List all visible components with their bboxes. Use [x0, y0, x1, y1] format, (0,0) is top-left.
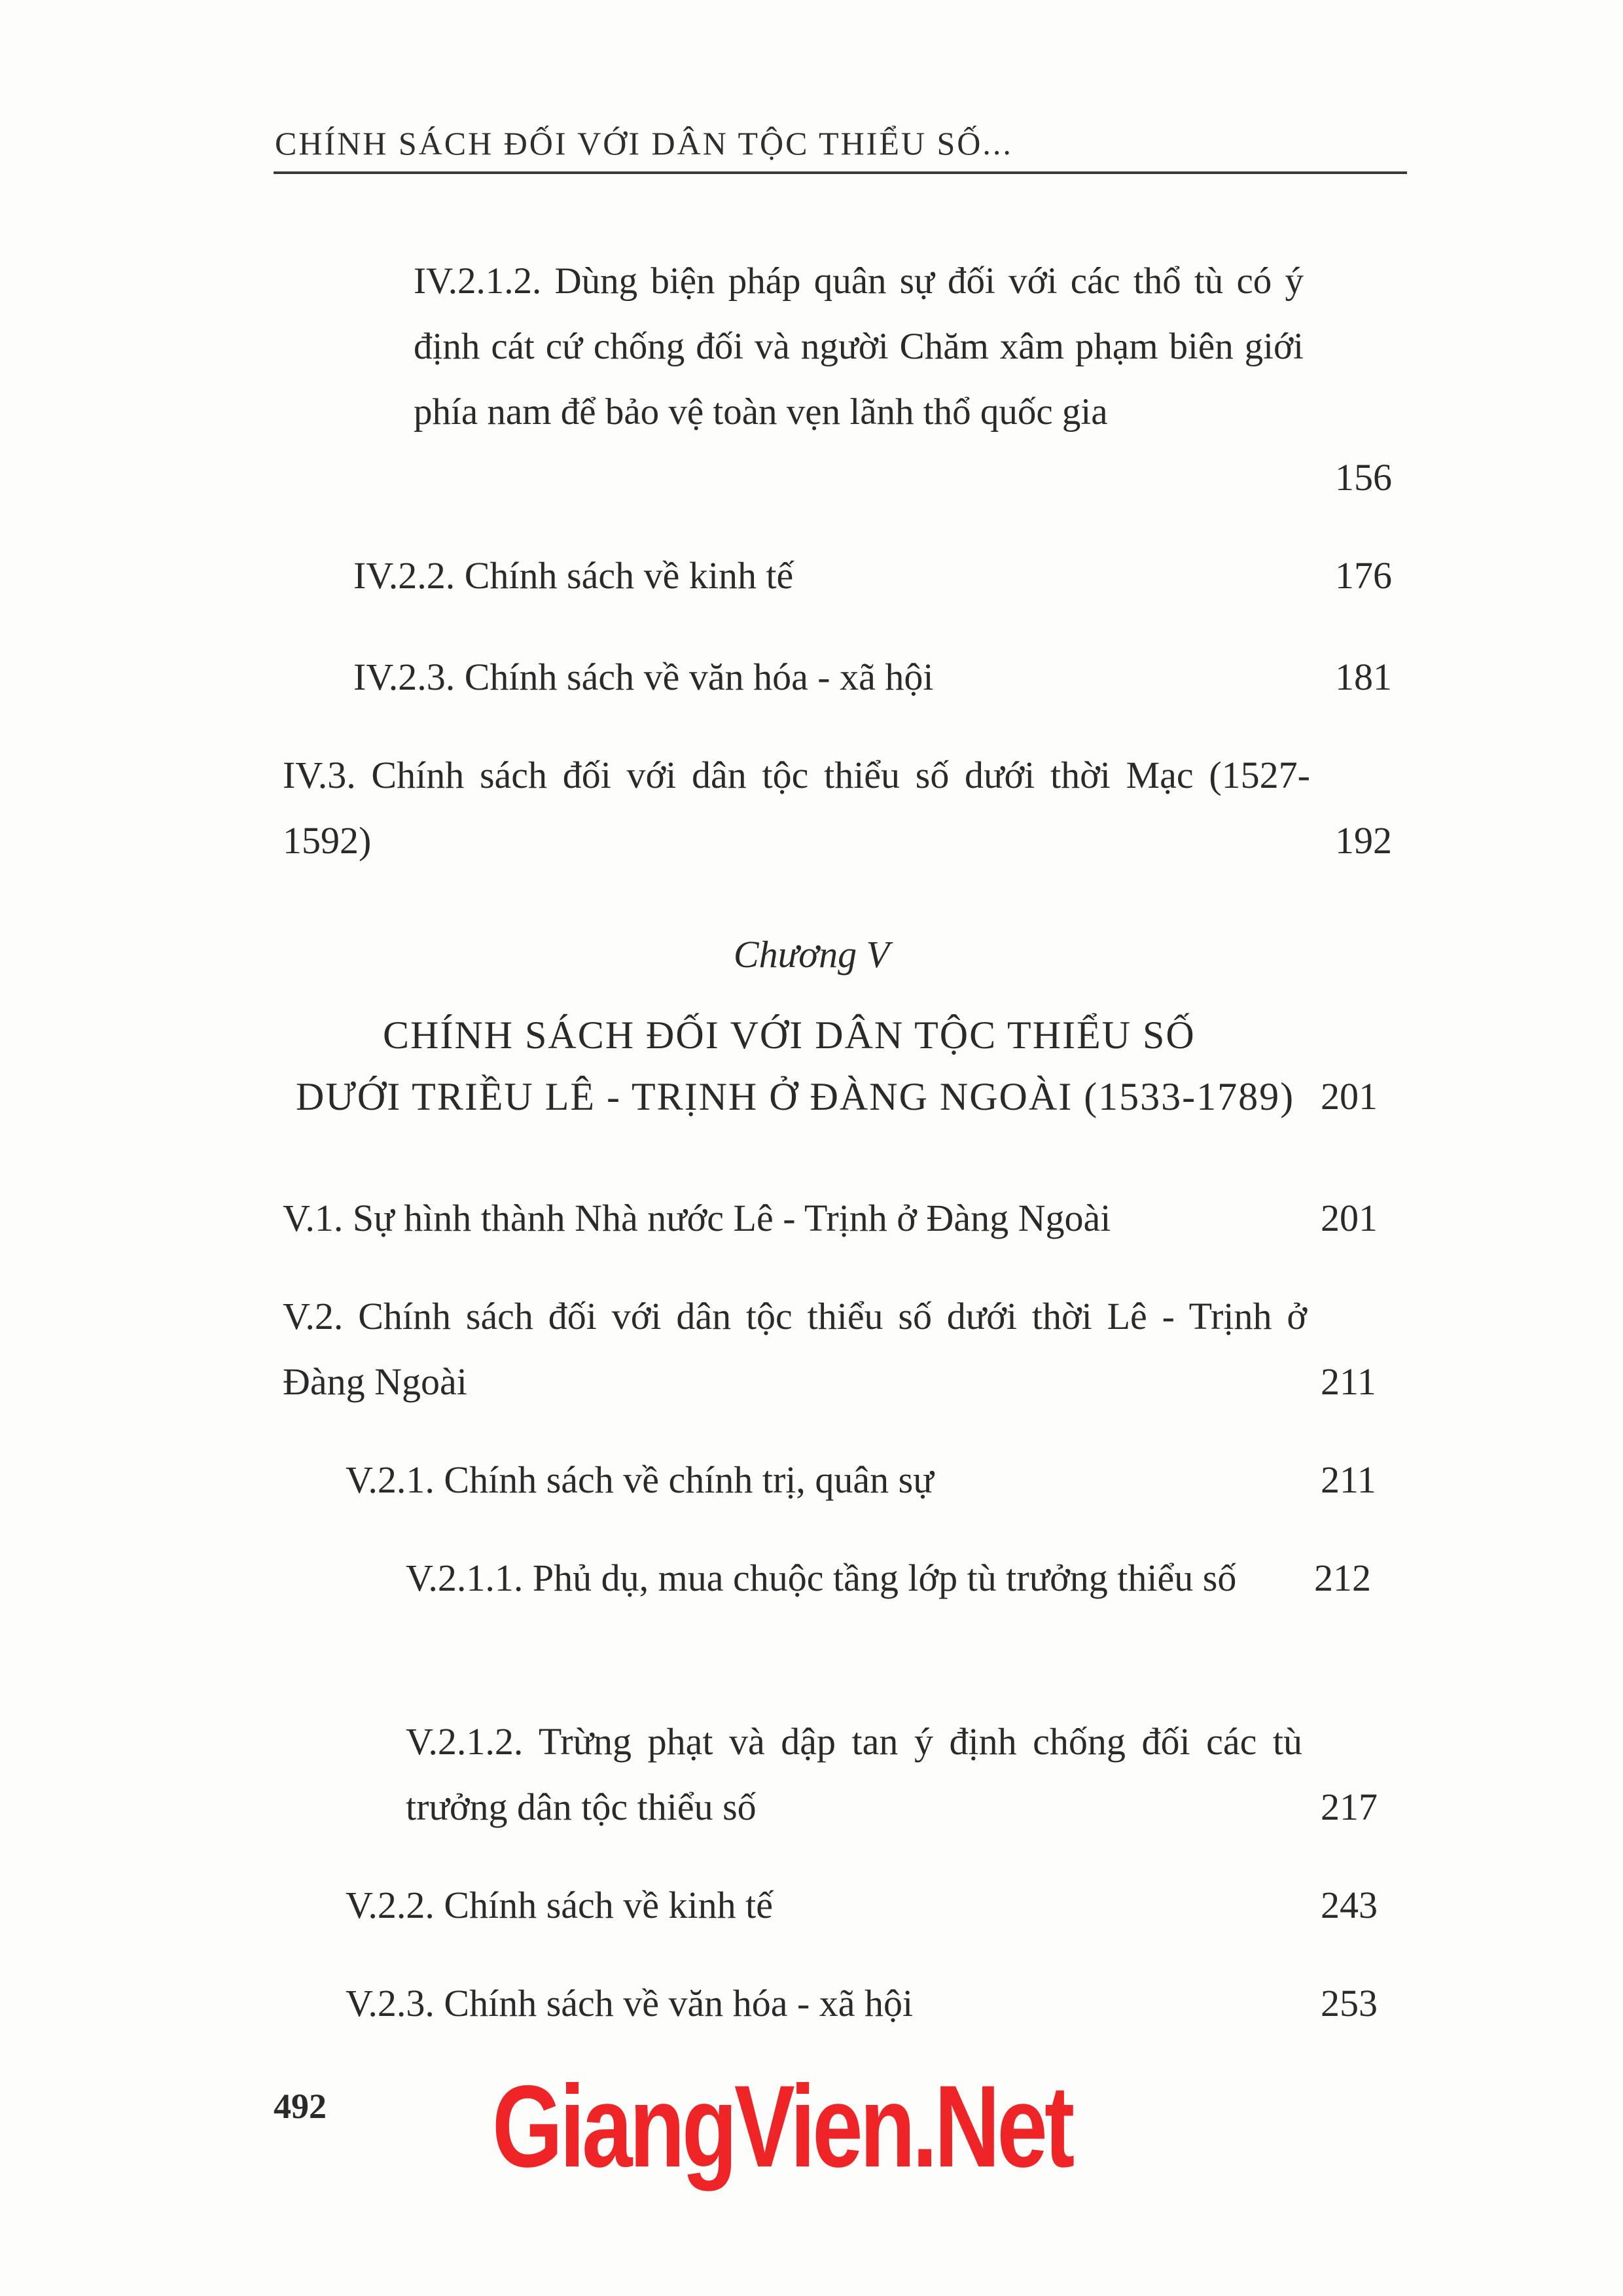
- toc-entry-text: V.2.1.2. Trừng phạt và dập tan ý định chống đối các tù trưởng dân tộc thiểu số: [406, 1720, 1302, 1828]
- toc-entry-text: IV.2.2. Chính sách về kinh tế: [353, 554, 794, 597]
- toc-entry-text: IV.3. Chính sách đối với dân tộc thiểu số dưới thời Mạc (1527-1592): [283, 754, 1310, 862]
- chapter-title-line-1: CHÍNH SÁCH ĐỐI VỚI DÂN TỘC THIỂU SỐ: [383, 1014, 1196, 1057]
- toc-entry-page: 176: [1335, 554, 1392, 597]
- toc-entry-text: IV.2.1.2. Dùng biện pháp quân sự đối với các thổ tù có ý định cát cứ chống đối và người Chăm xâm phạm biên giới phía nam để bảo vệ toàn vẹn lãnh thổ quốc gia: [414, 260, 1304, 433]
- watermark: GiangVien.Net: [492, 2061, 1072, 2191]
- running-head: CHÍNH SÁCH ĐỐI VỚI DÂN TỘC THIỂU SỐ...: [275, 125, 1013, 162]
- chapter-page: 201: [1321, 1075, 1378, 1118]
- toc-entry-text: V.2.1. Chính sách về chính trị, quân sự: [346, 1458, 934, 1501]
- toc-entry-v-2-2: [346, 1873, 773, 1938]
- toc-entry-v-2: [283, 1284, 1307, 1415]
- toc-entry-v-2-1-1: [406, 1545, 1302, 1611]
- toc-entry-text: V.2.1.1. Phủ dụ, mua chuộc tầng lớp tù trưởng thiểu số: [406, 1557, 1237, 1599]
- toc-entry-page: 212: [1314, 1557, 1371, 1599]
- toc-entry-page: 253: [1321, 1982, 1378, 2024]
- toc-entry-v-2-1: [346, 1447, 934, 1513]
- toc-entry-text: V.2.3. Chính sách về văn hóa - xã hội: [346, 1982, 914, 2024]
- toc-entry-page: 192: [1335, 819, 1392, 862]
- toc-entry-iv-2-1-2: [414, 249, 1376, 445]
- chapter-label: Chương V: [733, 933, 890, 976]
- toc-entry-page: 243: [1321, 1884, 1378, 1926]
- toc-entry-page: 201: [1321, 1197, 1378, 1239]
- header-rule: [274, 171, 1407, 174]
- toc-entry-iv-3: [283, 743, 1310, 874]
- toc-entry-text: V.2. Chính sách đối với dân tộc thiểu số dưới thời Lê - Trịnh ở Đàng Ngoài: [283, 1295, 1307, 1403]
- page-number: 492: [274, 2087, 327, 2126]
- toc-entry-iv-2-3: [353, 645, 933, 710]
- toc-entry-page: 211: [1321, 1360, 1376, 1403]
- toc-entry-text: IV.2.3. Chính sách về văn hóa - xã hội: [353, 656, 934, 698]
- toc-entry-v-2-3: [346, 1971, 913, 2036]
- toc-entry-text: V.2.2. Chính sách về kinh tế: [346, 1884, 773, 1926]
- toc-entry-page: 181: [1335, 656, 1392, 698]
- toc-entry-page: 211: [1321, 1458, 1376, 1501]
- toc-entry-v-2-1-2: [406, 1709, 1302, 1840]
- toc-entry-page: 217: [1321, 1786, 1378, 1828]
- toc-entry-iv-2-2: [353, 543, 793, 609]
- toc-entry-v-1: [283, 1186, 1111, 1251]
- toc-entry-page: 156: [1335, 456, 1392, 499]
- chapter-title-line-2: DƯỚI TRIỀU LÊ - TRỊNH Ở ĐÀNG NGOÀI (1533-1789): [296, 1075, 1295, 1118]
- toc-entry-text: V.1. Sự hình thành Nhà nước Lê - Trịnh ở Đàng Ngoài: [283, 1197, 1111, 1239]
